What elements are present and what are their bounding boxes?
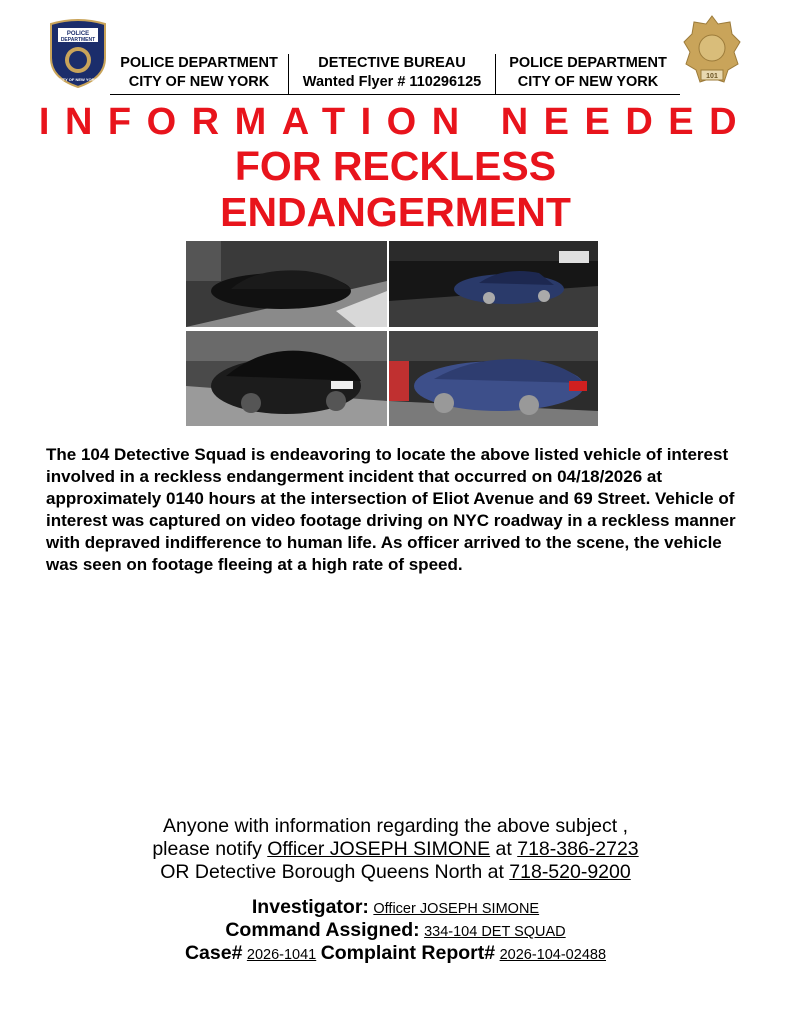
surveillance-photo-2 — [389, 241, 598, 327]
surveillance-photo-1 — [186, 241, 387, 327]
header-left-line1: POLICE DEPARTMENT — [120, 55, 278, 71]
header-center-line1: DETECTIVE BUREAU — [318, 55, 466, 71]
command-value: 334-104 DET SQUAD — [424, 924, 566, 940]
detective-badge-logo — [682, 14, 742, 90]
header-center-line2: Wanted Flyer # 110296125 — [302, 74, 482, 90]
complaint-value: 2026-104-02488 — [499, 947, 607, 963]
contact-line3 — [0, 861, 791, 883]
command-line — [0, 919, 791, 942]
investigator-line — [0, 896, 791, 919]
header-bar — [110, 54, 680, 95]
contact-line2 — [0, 838, 791, 860]
title-line2: FOR RECKLESS — [234, 143, 557, 189]
header-right-line1: POLICE DEPARTMENT — [509, 55, 667, 71]
header-left-line2: CITY OF NEW YORK — [128, 74, 270, 90]
borough-text: OR Detective Borough Queens North at — [160, 861, 504, 883]
patch-text-city: CITY OF NEW YORK — [58, 77, 98, 82]
notify-prefix: please notify — [152, 838, 262, 860]
title-information-needed: INFORMATION NEEDED — [38, 101, 753, 143]
investigator-label: Investigator: — [251, 896, 369, 918]
header-right — [496, 54, 680, 94]
complaint-label: Complaint Report# — [320, 942, 496, 964]
title-line3: ENDANGERMENT — [220, 189, 571, 235]
surveillance-photo-4 — [389, 331, 598, 426]
incident-description: The 104 Detective Squad is endeavoring to locate the above listed vehicle of interest involved in a reckless endangerment incident that occurred on 04/18/2026 at approximately 0140 hours at the intersection of Eliot Avenue and 69 Street. Vehicle of interest was captured on video footage driving on NYC roadway in a reckless manner with depraved indifference to human life. As officer arrived to the scene, the vehicle was seen on footage fleeing at a high rate of speed. — [46, 445, 736, 574]
case-line — [0, 942, 791, 965]
header-left — [110, 54, 289, 94]
patch-text-department: DEPARTMENT — [60, 37, 96, 43]
case-label: Case# — [184, 942, 243, 964]
surveillance-photo-3 — [186, 331, 387, 426]
case-value: 2026-1041 — [246, 947, 317, 963]
phone-1: 718-386-2723 — [517, 838, 639, 860]
command-label: Command Assigned: — [225, 919, 420, 941]
patch-text-police: POLICE — [66, 31, 90, 37]
nypd-patch-logo — [48, 18, 108, 88]
phone-2: 718-520-9200 — [509, 861, 631, 883]
header-center — [289, 54, 496, 94]
at-text: at — [495, 838, 512, 860]
header-right-line2: CITY OF NEW YORK — [517, 74, 659, 90]
contact-line1: Anyone with information regarding the above subject , — [162, 815, 629, 837]
badge-number: 101 — [706, 73, 718, 80]
investigator-value: Officer JOSEPH SIMONE — [373, 901, 540, 917]
officer-name: Officer JOSEPH SIMONE — [267, 838, 491, 860]
